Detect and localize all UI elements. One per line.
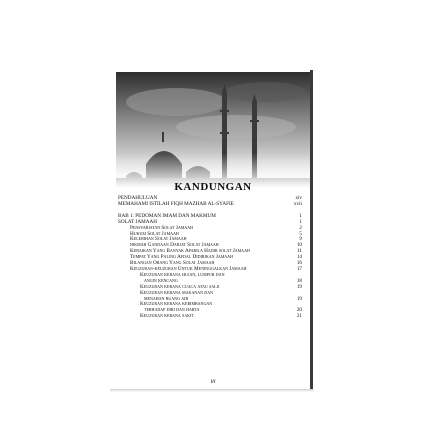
toc-entry-title: Keuzuran kerana kebimbangan	[140, 301, 213, 308]
toc-entry-title: Keuzuran kerana makanan dan	[140, 289, 213, 296]
toc-entry-title: Keuzuran kerana hujan, lumpur dan	[140, 271, 225, 278]
toc-entry-title: Hukum Solat Jamaah	[130, 230, 179, 237]
toc-entry-page: 17	[296, 265, 302, 272]
toc-entry-title: angin kencang	[144, 277, 178, 284]
toc-entry	[118, 202, 302, 208]
toc-entry-title: Keuzuran kerana sakit	[140, 313, 194, 320]
toc-entry-page: 5	[299, 230, 302, 237]
toc-entry-title: menahan buang air	[144, 295, 189, 302]
toc-entry	[118, 314, 302, 320]
toc-entry-page: 2	[299, 224, 302, 231]
toc-entry-page: 1	[299, 218, 302, 225]
toc-entry-title: Bilangan Orang Yang Solat Jamaah	[130, 260, 215, 267]
toc-entry-title: Keuzuran kerana cuaca atau salji	[140, 283, 220, 290]
toc-entry-title: BAB 1: PEDOMAN IMAM DAN MAKMUM	[118, 212, 216, 219]
toc-entry-page: 21	[296, 313, 302, 320]
toc-entry-title: Kelebihan Solat Jamaah	[130, 236, 187, 243]
mosque-photo	[116, 72, 310, 188]
page-bottom-shadow	[110, 389, 314, 392]
page-title: KANDUNGAN	[174, 181, 252, 193]
toc-entry-title: PENDAHULUAN	[118, 195, 158, 201]
toc-entry-title: Keuzuran-keuzuran Untuk Meninggalkan Jamaah	[130, 265, 247, 272]
page-number: iii	[210, 379, 216, 385]
toc-entry-page: xiv	[295, 195, 302, 201]
toc-entry-title: hikmah Gandaan Darjat Solat Jamaah	[130, 242, 219, 249]
toc-entry-title: Pensyariatan Solat Jamaah	[130, 224, 193, 231]
toc-entry-title: SOLAT JAMAAH	[118, 218, 157, 225]
toc-entry-page: 19	[296, 295, 302, 302]
toc-entry-page: 9	[299, 236, 302, 243]
toc-entry-page: 14	[296, 254, 302, 261]
toc-entry-page: 18	[296, 277, 302, 284]
toc-entry-page: 1	[299, 212, 302, 219]
toc-entry-page: 10	[296, 242, 302, 249]
page-edge-shadow	[310, 70, 313, 390]
toc-entry-title: MEMAHAMI ISTILAH FIQH MAZHAB AL-SYAFIE	[118, 200, 234, 207]
toc-entry-title: Tempat Yang Paling Afdal Didirikan Jamaah	[130, 254, 233, 261]
toc-entry-page: 16	[296, 260, 302, 267]
toc-entry-title: Kebaikan Yang Banyak Apabila Hadir solat Jamaah	[130, 248, 250, 255]
toc-entry-page: xvii	[293, 200, 302, 207]
toc-entry-page: 20	[296, 307, 302, 314]
toc-entry-title: terhadap diri dan harta	[144, 307, 200, 314]
toc-entry-page: 11	[297, 248, 302, 255]
toc-entry-page: 19	[296, 283, 302, 290]
table-of-contents	[118, 196, 302, 320]
